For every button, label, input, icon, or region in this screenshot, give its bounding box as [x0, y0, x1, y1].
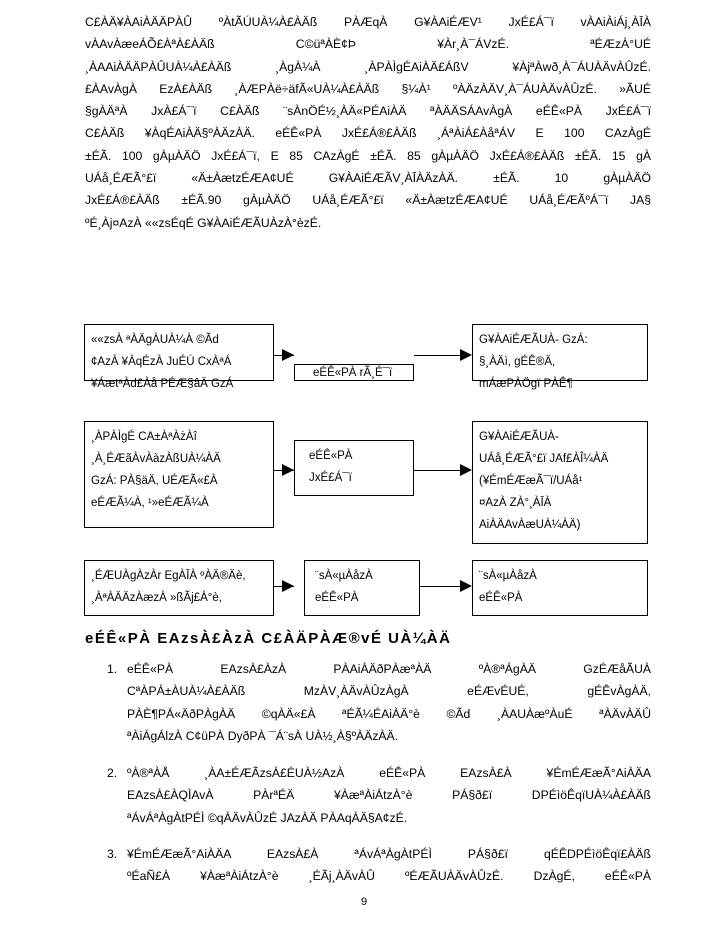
- list-item-text: [127, 658, 651, 747]
- box-line: eÉÊ«PÀ: [479, 592, 523, 604]
- list-number: 3.: [107, 847, 118, 861]
- box-line: GzÁ: PÀ§äÄ, UÉÆÃ«£À: [91, 475, 218, 487]
- box-line: AiÀÄAvÀæUÀ¼ÀÄ): [479, 519, 581, 531]
- box-line: ««zsÀ ªÀÄgÀUÀ¼À ©Ãd: [91, 334, 219, 346]
- list-line: ªÀiÁgÁlzÀ C¢üPÀ DyðPÀ ¯Á¨sÀ UÀ½¸À§ºÀÄzÀÄ.: [127, 728, 399, 743]
- paragraph-line: C£ÀÄß ¥ÀqÉAiÀÄ§ºÀÄzÀÄ. eÉÊ«PÀ JxÉ£Á®£ÀÄß ¸ÁªÀiÁ£ÀåªÁV E 100 CAzÀgÉ: [85, 126, 651, 141]
- arrow-right-icon: [460, 349, 472, 361]
- list-line: EAzsÀ£ÀQÌAvÀ PÀrªÉÄ ¥ÀæªÀiÁtzÀ°è PÁ§ð£ï DPÉìöÊqïUÀ¼À£ÀÄß: [127, 788, 651, 803]
- list-item: [85, 843, 651, 889]
- list-item-text: [127, 762, 651, 829]
- arrow-right-icon: [460, 464, 472, 476]
- section-heading: eÉÊ«PÀ EAzsÀ£ÀzÀ C£ÀÄPÀÆ®vÉ UÀ¼ÀÄ: [85, 630, 452, 647]
- paragraph-line: £ÀAvÀgÀ EzÀ£ÀÄß ¸ÀÆPÀë÷äfÃ«UÀ¼À£ÀÄß §¼À¹ ºÀÄzÀÄV¸À¯ÁUÀÄvÀÛzÉ. »ÃUÉ: [85, 81, 651, 96]
- intro-paragraph: [85, 11, 651, 234]
- list-line: ªÁvÁªÀgÀtPÉÌ ©qÀÄvÀÛzÉ JAzÀÄ PÀAqÀÄ§A¢zÉ.: [127, 810, 408, 825]
- box-line: UÁå¸ÉÆÃ°£ï JAf£ÀÎ¼ÀÄ: [479, 453, 609, 465]
- paragraph-line: ¸ÀAAiÀÄÄPÀÛUÀ¼À£ÀÄß ¸ÀgÀ¼À ¸ÀPÀÌgÉAiÀÄ£ÁßV ¥ÀjªÀwð¸À¯ÁUÀÄvÀÛzÉ.: [85, 59, 651, 74]
- paragraph-line: C£ÀÄ¥ÀAiÀÄÄPÀÛ ºÀtÃÚUÀ¼À£ÀÄß PÀÆqÀ G¥ÀAiÉÆV¹ JxÉ£Á¯ï vÀAiÀiÁj¸ÀĪÀ: [85, 15, 651, 29]
- paragraph-line: JxÉ£Á®£ÀÄß ±ÉÃ.90 gÀµÀÄÖ UÁå¸ÉÆÃ°£ï «Ä±ÀætzÉÆA¢UÉ UÁå¸ÉÆÃºÁ¯ï JA§: [85, 193, 651, 208]
- list-line: CªÀPÁ±ÀUÀ¼À£ÀÄß MzÀV¸ÀÄvÀÛzÀgÀ eÉÆvÉUÉ, gÉÊvÀgÀÄ,: [127, 684, 651, 699]
- box-row1-use: [472, 324, 648, 390]
- box-line: JxÉ£Á¯ï: [309, 472, 352, 484]
- list-line: ºÉaÑ£À ¥ÀæªÀiÁtzÀ°è ¸ÉÃj¸ÀÄvÀÛ ºÉÆÃUÀÄvÀÛzÉ. DzÀgÉ, eÉÊ«PÀ: [127, 869, 651, 884]
- list-number: 2.: [107, 766, 118, 780]
- box-row3-source: [84, 560, 274, 616]
- paragraph-line: §gÀÄªÀ JxÀ£Á¯ï C£ÀÄß ¨sÀnÖÉ½¸ÀÄ«PÉAiÀÄ ªÀÄÄSÁAvÀgÀ eÉÊ«PÀ JxÉ£Á¯ï: [85, 104, 651, 119]
- box-line: (¥ÉmÉÆæÃ¯ï/UÁå¹: [479, 475, 583, 487]
- paragraph-line: vÀAvÀæeÁÕ£ÀªÀ£ÀÄß C©üªÀÈ¢Þ ¥Àr¸À¯ÁVzÉ. ªÉÆzÀ°UÉ: [85, 37, 651, 52]
- box-line: eÉÊ«PÀ rÃ¸É¯ï: [313, 367, 393, 379]
- box-line: G¥ÀAiÉÆÃUÀ- GzÁ:: [479, 334, 588, 346]
- arrow-right-icon: [460, 580, 472, 592]
- list-item-text: [127, 843, 651, 888]
- box-line: ¤AzÀ ZÀ°¸ÀĪÀ: [479, 497, 552, 509]
- arrow-right-icon: [282, 349, 294, 361]
- connector-line: [414, 470, 462, 471]
- box-row3-use: [472, 560, 648, 616]
- list-item: [85, 658, 651, 750]
- box-row3-product: [304, 560, 420, 616]
- box-line: ¸ÉÆUÀgÀzÀr EgÀĪÀ ºÀÄ®Äè,: [91, 570, 246, 582]
- box-line: ¸ÀPÀÌgÉ CA±ÀªÀżÀî: [91, 431, 197, 443]
- box-row2-use: [472, 421, 648, 544]
- arrow-right-icon: [282, 464, 294, 476]
- list-line: ºÀ®ªÀÅ ¸ÀA±ÉÆÃzsÀ£ÉUÀ½AzÀ eÉÊ«PÀ EAzsÀ£À ¥ÉmÉÆæÃ°AiÀÄA: [127, 766, 651, 780]
- arrow-right-icon: [282, 580, 294, 592]
- list-line: eÉÊ«PÀ EAzsÀ£ÀzÀ PÀAiÀÄðPÀæªÀÄ ºÀ®ªÁgÀÄ GzÉÆåÃUÀ: [127, 662, 651, 676]
- box-row1-source: [84, 324, 274, 390]
- box-line: eÉÆÃ¼À, ¹»eÉÆÃ¼À: [91, 497, 209, 509]
- list-line: ¥ÉmÉÆæÃ°AiÀÄA EAzsÀ£À ªÁvÁªÀgÀtPÉÌ PÁ§ð£ï qÉÊDPÉìöÊqï£ÀÄß: [127, 847, 651, 861]
- page-number: 9: [360, 896, 368, 908]
- list-item: [85, 762, 651, 832]
- box-line: ¸ÀªÀÄÄzÀæzÀ »ßÃj£À°è,: [91, 592, 222, 604]
- paragraph-line: UÁå¸ÉÆÃ°£ï «Ä±ÀætzÉÆA¢UÉ G¥ÀAiÉÆÃV¸ÀĪÀÄzÀÄ. ±ÉÃ. 10 gÀµÀÄÖ: [85, 171, 651, 186]
- box-line: mÁæPÀÖgï PÀÊ¶: [479, 378, 573, 390]
- box-line: ¢AzÀ ¥ÀqÉzÀ JuÉÚ CxÀªÁ: [91, 356, 232, 368]
- box-line: ¸À¸ÉÆãÀvÀàzÀßUÀ¼ÀÄ: [91, 453, 221, 465]
- box-line: eÉÊ«PÀ: [309, 450, 353, 462]
- box-line: ¨sÀ«µÀåzÀ: [479, 570, 537, 582]
- paragraph-line: ºÉ¸Àj¤AzÀ ««zsÉqÉ G¥ÀAiÉÆÃUÀzÀ°èzÉ.: [85, 215, 322, 230]
- connector-line: [420, 586, 462, 587]
- box-row1-product: [294, 364, 414, 381]
- box-line: G¥ÀAiÉÆÃUÀ-: [479, 431, 559, 443]
- connector-line: [414, 355, 462, 356]
- list-line: PÀÈ¶PÁ«ÄðPÀgÀÄ ©qÀÄ«£À ªÉÃ¼ÉAiÀÄ°è ©Ãd ¸ÀAUÀæºÀuÉ ªÀÄvÀÄÛ: [127, 706, 651, 721]
- box-row2-source: [84, 421, 274, 528]
- box-line: ¥ÁætªÀd£Àå PÉÆ§âÄ GzÁ: [91, 378, 234, 390]
- paragraph-line: ±ÉÃ. 100 gÀµÀÄÖ JxÉ£Á¯ï, E 85 CAzÀgÉ ±ÉÃ. 85 gÀµÀÄÖ JxÉ£Á®£ÀÄß ±ÉÃ. 15 gÀ: [85, 148, 651, 163]
- list-number: 1.: [107, 662, 118, 676]
- box-line: §¸ÀÄì, gÉÊ®Ä,: [479, 356, 556, 368]
- box-line: eÉÊ«PÀ: [315, 592, 359, 604]
- box-row2-product: [294, 440, 414, 496]
- box-line: ¨sÀ«µÀåzÀ: [315, 570, 373, 582]
